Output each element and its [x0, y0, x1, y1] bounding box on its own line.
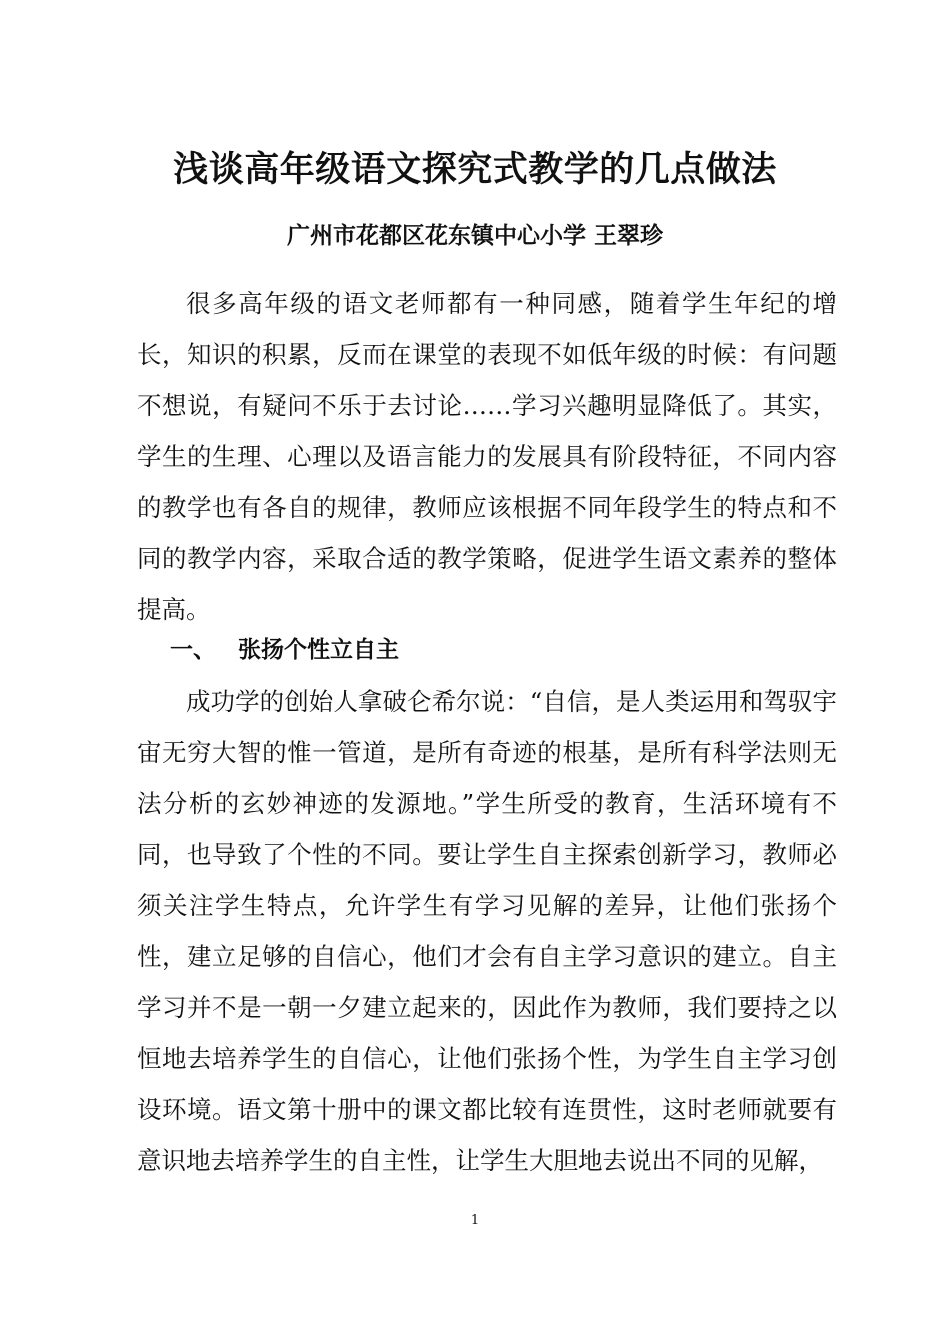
section-heading-1 — [170, 624, 399, 675]
section-title: 张扬个性立自主 — [238, 636, 399, 663]
author-line: 广州市花都区花东镇中心小学 王翠珍 — [286, 222, 663, 249]
paragraph-intro: 很多高年级的语文老师都有一种同感，随着学生年纪的增长，知识的积累，反而在课堂的表现不如低年级的时候：有问题不想说，有疑问不乐于去讨论……学习兴趣明显降低了。其实，学生的生理、心理以及语言能力的发展具有阶段特征，不同内容的教学也有各自的规律，教师应该根据不同年段学生的特点和不同的教学内容，采取合适的教学策略，促进学生语文素养的整体提高。 — [137, 289, 837, 624]
page-number: 1 — [470, 1213, 480, 1228]
document-title: 浅谈高年级语文探究式教学的几点做法 — [173, 149, 777, 190]
paragraph-section-1: 成功学的创始人拿破仑希尔说：“自信，是人类运用和驾驭宇宙无穷大智的惟一管道，是所有奇迹的根基，是所有科学法则无法分析的玄妙神迹的发源地。”学生所受的教育，生活环境有不同，也导致了个性的不同。要让学生自主探索创新学习，教师必须关注学生特点，允许学生有学习见解的差异，让他们张扬个性，建立足够的自信心，他们才会有自主学习意识的建立。自主学习并不是一朝一夕建立起来的，因此作为教师，我们要持之以恒地去培养学生的自信心，让他们张扬个性，为学生自主学习创设环境。语文第十册中的课文都比较有连贯性，这时老师就要有意识地去培养学生的自主性，让学生大胆地去说出不同的见解， — [137, 687, 837, 1175]
section-number: 一、 — [170, 636, 216, 663]
